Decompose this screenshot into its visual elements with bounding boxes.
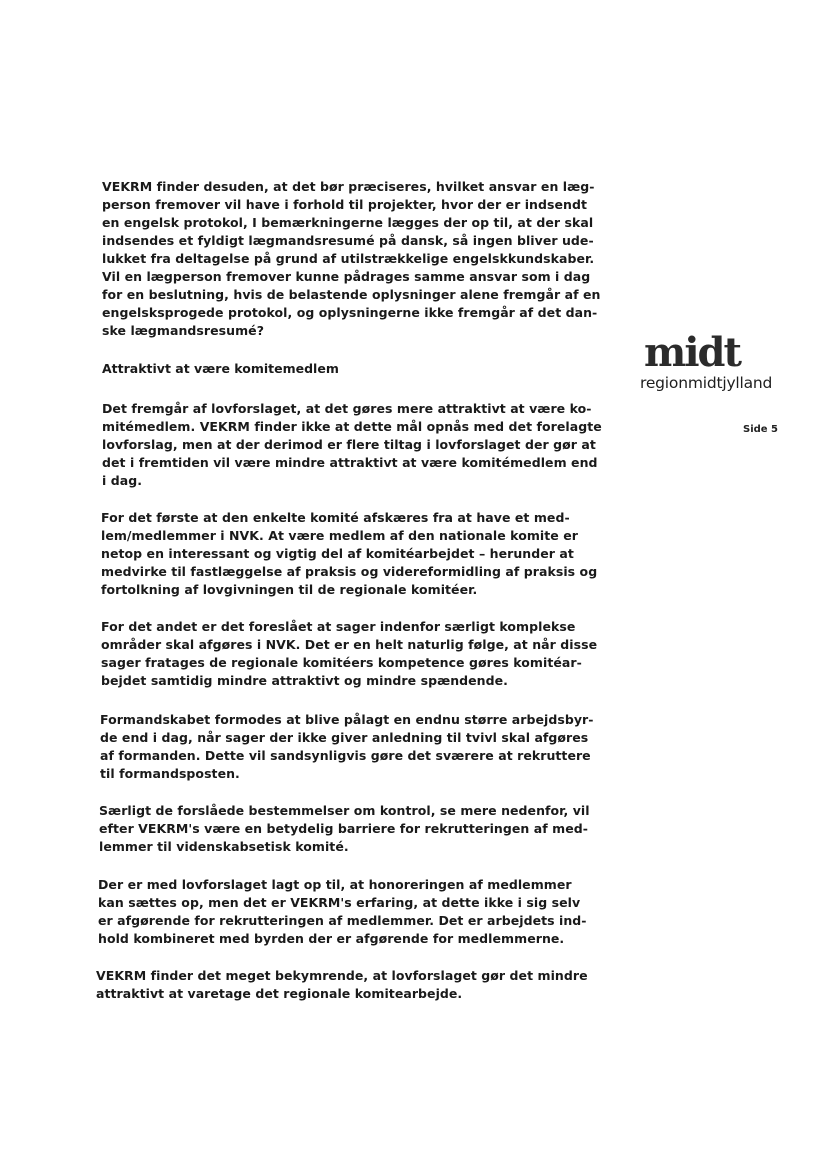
section-heading: Attraktivt at være komitemedlem — [102, 361, 339, 376]
paragraph-remuneration: Der er med lovforslaget lagt op til, at honoreringen af medlemmer kan sættes op, men det er VEKRM's erfaring, at dette ikke i sig selv er afgørende for rekrutteringen af medlemmer. Det er arbejdets ind- hold kombineret med byrden der er afgørende for medlemmerne. — [98, 877, 587, 946]
paragraph-control-provisions: Særligt de forslåede bestemmelser om kontrol, se mere nedenfor, vil efter VEKRM's være en betydelig barriere for rekrutteringen af med- lemmer til videnskabsetisk komité. — [99, 803, 590, 854]
paragraph-conclusion: VEKRM finder det meget bekymrende, at lovforslaget gør det mindre attraktivt at varetage det regionale komitearbejde. — [96, 968, 588, 1001]
page-number: Side 5 — [743, 424, 779, 435]
paragraph-attractiveness: Det fremgår af lovforslaget, at det gøres mere attraktivt at være ko- mitémedlem. VEKRM finder ikke at dette mål opnås med det forelagte lovforslag, men at der derimod er flere tiltag i lovforslaget der gør at det i fremtiden vil være mindre attraktivt at være komitémedlem end i dag. — [102, 401, 602, 488]
region-midtjylland-logo — [640, 329, 790, 392]
paragraph-second-point: For det andet er det foreslået at sager indenfor særligt komplekse områder skal afgøres i NVK. Det er en helt naturlig følge, at når disse sager fratages de regionale komitéers kompetence gøres komitéar- bejdet samtidig mindre attraktivt og mindre spændende. — [101, 619, 598, 688]
logo-subtitle: regionmidtjylland — [640, 374, 773, 392]
paragraph-chairmanship: Formandskabet formodes at blive pålagt en endnu større arbejdsbyr- de end i dag, når sager der ikke giver anledning til tvivl skal afgøres af formanden. Dette vil sandsynligvis gøre det sværere at rekruttere til formandsposten. — [100, 712, 594, 781]
paragraph-lay-person-responsibility: VEKRM finder desuden, at det bør præciseres, hvilket ansvar en læg- person fremover vil have i forhold til projekter, hvor der er indsendt en engelsk protokol, I bemærkningerne lægges der op til, at der skal indsendes et fyldigt lægmandsresumé på dansk, så ingen bliver ude- lukket fra deltagelse på grund af utilstrækkelige engelskkundskaber. Vil en lægperson fremover kunne pådrages samme ansvar som i dag for en beslutning, hvis de belastende oplysninger alene fremgår af en engelsksprogede protokol, og oplysningerne ikke fremgår af det dan- ske lægmandsresumé? — [102, 179, 601, 338]
paragraph-first-point: For det første at den enkelte komité afskæres fra at have et med- lem/medlemmer i NVK. At være medlem af den nationale komite er netop en interessant og vigtig del af komitéarbejdet – herunder at medvirke til fastlæggelse af praksis og videreformidling af praksis og fortolkning af lovgivningen til de regionale komitéer. — [101, 510, 598, 597]
logo-wordmark: midt — [644, 329, 740, 376]
